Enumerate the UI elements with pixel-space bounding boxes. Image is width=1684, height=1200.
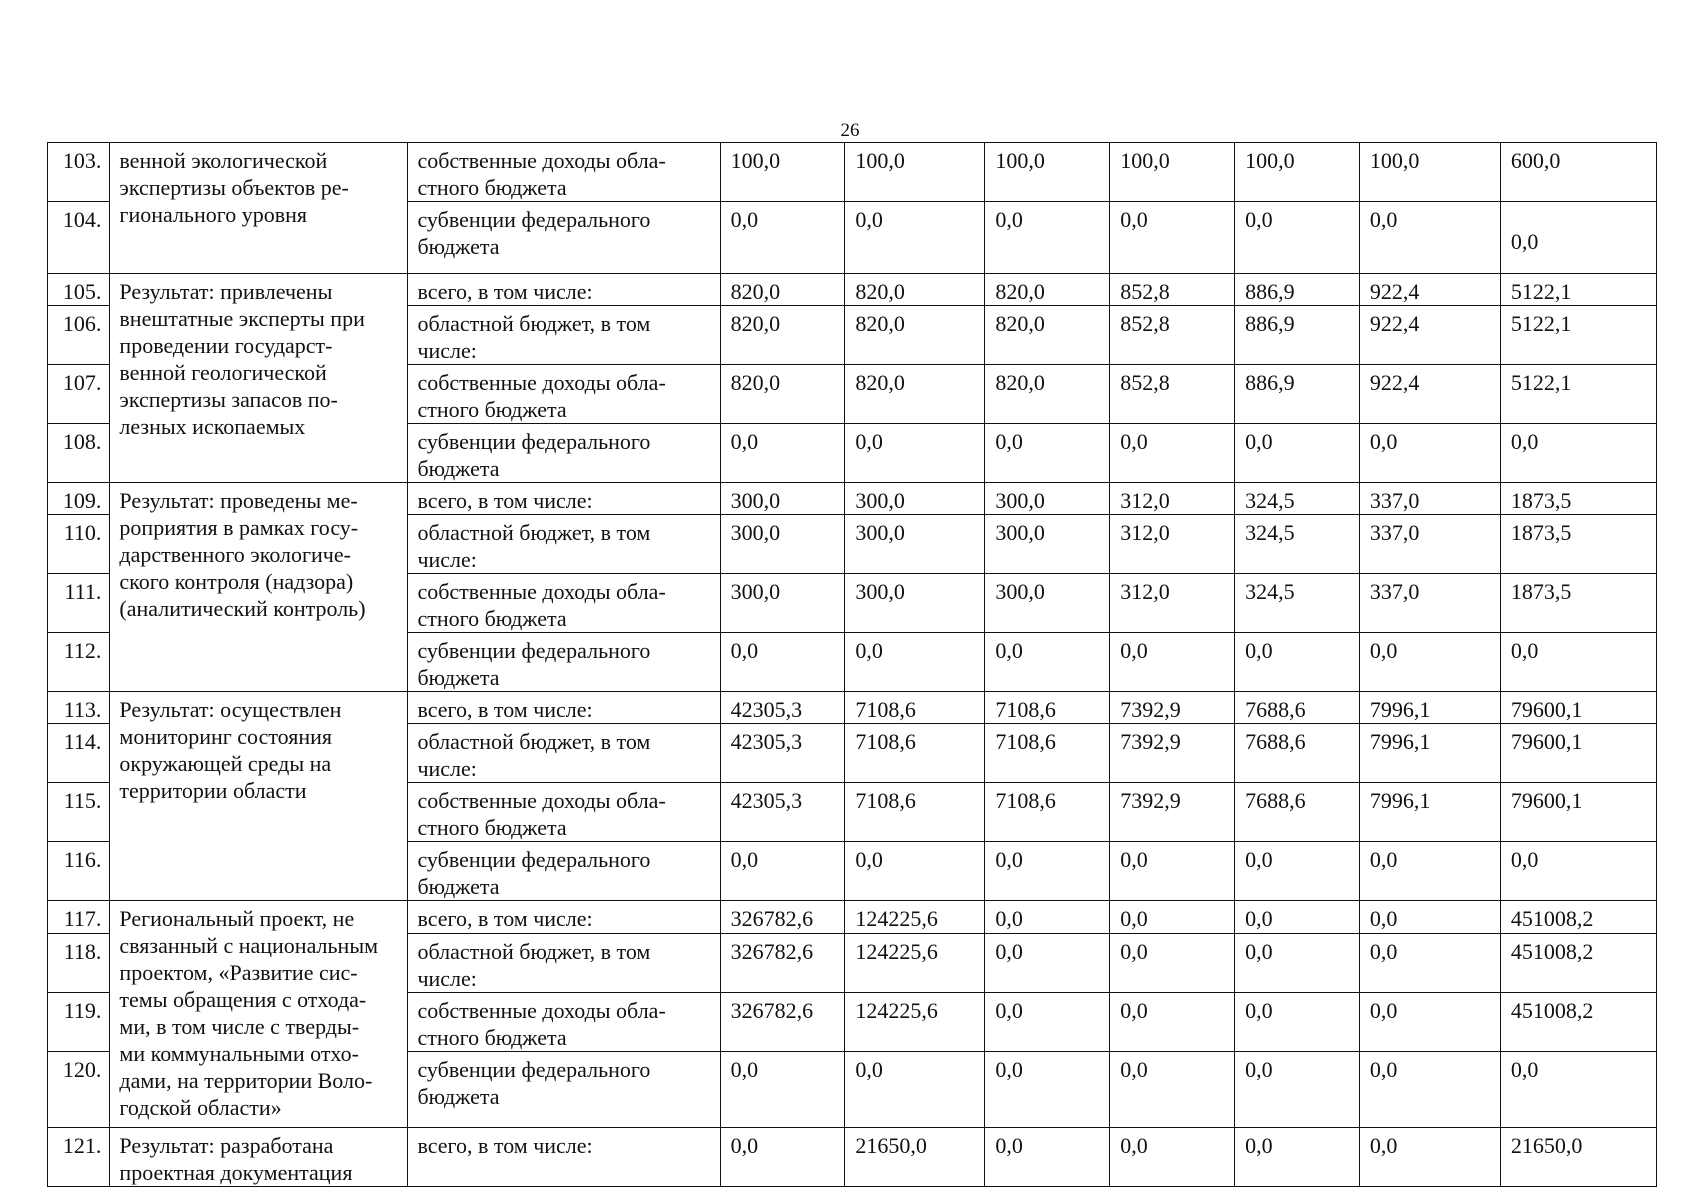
value-cell: 0,0 — [720, 1052, 845, 1128]
group-description: венной экологической экспертизы объектов ре- гионального уровня — [110, 143, 408, 274]
row-number: 119. — [48, 993, 110, 1052]
value-cell: 0,0 — [1110, 424, 1235, 483]
value-cell: 100,0 — [720, 143, 845, 202]
total-cell: 1873,5 — [1500, 574, 1656, 633]
value-cell: 100,0 — [985, 143, 1110, 202]
total-cell: 79600,1 — [1500, 692, 1656, 724]
value-cell: 0,0 — [845, 1052, 985, 1128]
table-body — [48, 143, 1657, 1187]
value-cell: 312,0 — [1110, 483, 1235, 515]
table-row — [48, 901, 1657, 934]
value-cell: 0,0 — [1235, 202, 1360, 274]
value-cell: 0,0 — [845, 633, 985, 692]
value-cell: 300,0 — [720, 483, 845, 515]
value-cell: 820,0 — [720, 365, 845, 424]
table-row — [48, 1128, 1657, 1187]
value-cell: 0,0 — [1359, 202, 1500, 274]
group-description: Результат: осуществлен мониторинг состояния окружающей среды на территории области — [110, 692, 408, 901]
value-cell: 0,0 — [1235, 1052, 1360, 1128]
funding-source: субвенции федерального бюджета — [408, 1052, 720, 1128]
funding-source: всего, в том числе: — [408, 274, 720, 306]
row-number: 113. — [48, 692, 110, 724]
value-cell: 886,9 — [1235, 306, 1360, 365]
value-cell: 0,0 — [720, 842, 845, 901]
budget-table — [47, 142, 1657, 1187]
total-cell: 21650,0 — [1500, 1128, 1656, 1187]
row-number: 115. — [48, 783, 110, 842]
funding-source: собственные доходы обла- стного бюджета — [408, 143, 720, 202]
funding-source: субвенции федерального бюджета — [408, 633, 720, 692]
value-cell: 7108,6 — [985, 692, 1110, 724]
value-cell: 300,0 — [720, 574, 845, 633]
row-number: 107. — [48, 365, 110, 424]
value-cell: 886,9 — [1235, 365, 1360, 424]
total-cell: 451008,2 — [1500, 993, 1656, 1052]
value-cell: 0,0 — [1110, 842, 1235, 901]
value-cell: 42305,3 — [720, 692, 845, 724]
total-cell: 79600,1 — [1500, 724, 1656, 783]
value-cell: 0,0 — [1110, 1052, 1235, 1128]
funding-source: всего, в том числе: — [408, 483, 720, 515]
value-cell: 0,0 — [985, 993, 1110, 1052]
total-cell: 5122,1 — [1500, 306, 1656, 365]
value-cell: 7392,9 — [1110, 692, 1235, 724]
funding-source: всего, в том числе: — [408, 1128, 720, 1187]
row-number: 110. — [48, 515, 110, 574]
value-cell: 852,8 — [1110, 365, 1235, 424]
value-cell: 820,0 — [720, 274, 845, 306]
value-cell: 326782,6 — [720, 901, 845, 934]
value-cell: 100,0 — [1110, 143, 1235, 202]
row-number: 111. — [48, 574, 110, 633]
row-number: 121. — [48, 1128, 110, 1187]
value-cell: 0,0 — [1110, 633, 1235, 692]
value-cell: 0,0 — [1359, 934, 1500, 993]
total-cell: 5122,1 — [1500, 365, 1656, 424]
value-cell: 324,5 — [1235, 574, 1360, 633]
value-cell: 324,5 — [1235, 483, 1360, 515]
funding-source: областной бюджет, в том числе: — [408, 934, 720, 993]
total-cell: 1873,5 — [1500, 483, 1656, 515]
funding-source: собственные доходы обла- стного бюджета — [408, 783, 720, 842]
value-cell: 7996,1 — [1359, 783, 1500, 842]
value-cell: 0,0 — [1359, 1128, 1500, 1187]
value-cell: 300,0 — [985, 515, 1110, 574]
value-cell: 922,4 — [1359, 306, 1500, 365]
value-cell: 820,0 — [845, 274, 985, 306]
total-cell: 0,0 — [1500, 842, 1656, 901]
value-cell: 0,0 — [1235, 901, 1360, 934]
value-cell: 0,0 — [720, 1128, 845, 1187]
row-number: 104. — [48, 202, 110, 274]
group-description: Результат: разработана проектная документация — [110, 1128, 408, 1187]
value-cell: 0,0 — [1235, 934, 1360, 993]
row-number: 103. — [48, 143, 110, 202]
funding-source: областной бюджет, в том числе: — [408, 724, 720, 783]
table-row — [48, 483, 1657, 515]
row-number: 118. — [48, 934, 110, 993]
value-cell: 7688,6 — [1235, 692, 1360, 724]
value-cell: 0,0 — [845, 842, 985, 901]
value-cell: 0,0 — [1359, 633, 1500, 692]
page-number: 26 — [840, 120, 860, 141]
value-cell: 922,4 — [1359, 365, 1500, 424]
funding-source: областной бюджет, в том числе: — [408, 515, 720, 574]
total-cell: 1873,5 — [1500, 515, 1656, 574]
total-cell: 0,0 — [1500, 633, 1656, 692]
row-number: 108. — [48, 424, 110, 483]
funding-source: субвенции федерального бюджета — [408, 842, 720, 901]
value-cell: 7688,6 — [1235, 724, 1360, 783]
value-cell: 337,0 — [1359, 483, 1500, 515]
value-cell: 820,0 — [985, 306, 1110, 365]
value-cell: 7392,9 — [1110, 783, 1235, 842]
value-cell: 0,0 — [1110, 934, 1235, 993]
total-cell: 0,0 — [1500, 202, 1656, 274]
value-cell: 0,0 — [1235, 633, 1360, 692]
value-cell: 7108,6 — [985, 783, 1110, 842]
value-cell: 324,5 — [1235, 515, 1360, 574]
table-row — [48, 692, 1657, 724]
value-cell: 0,0 — [985, 901, 1110, 934]
value-cell: 337,0 — [1359, 515, 1500, 574]
value-cell: 0,0 — [1359, 901, 1500, 934]
value-cell: 0,0 — [720, 202, 845, 274]
value-cell: 0,0 — [1110, 202, 1235, 274]
value-cell: 21650,0 — [845, 1128, 985, 1187]
value-cell: 7108,6 — [985, 724, 1110, 783]
value-cell: 300,0 — [720, 515, 845, 574]
value-cell: 7108,6 — [845, 724, 985, 783]
value-cell: 0,0 — [985, 202, 1110, 274]
total-cell: 79600,1 — [1500, 783, 1656, 842]
funding-source: собственные доходы обла- стного бюджета — [408, 993, 720, 1052]
value-cell: 0,0 — [1359, 842, 1500, 901]
group-description: Результат: проведены ме- роприятия в рамках госу- дарственного экологиче- ского контроля (надзора) (аналитический контроль) — [110, 483, 408, 692]
total-cell: 0,0 — [1500, 1052, 1656, 1128]
funding-source: субвенции федерального бюджета — [408, 202, 720, 274]
row-number: 109. — [48, 483, 110, 515]
value-cell: 300,0 — [985, 574, 1110, 633]
value-cell: 0,0 — [1110, 901, 1235, 934]
value-cell: 0,0 — [1235, 842, 1360, 901]
value-cell: 0,0 — [845, 202, 985, 274]
value-cell: 300,0 — [985, 483, 1110, 515]
row-number: 117. — [48, 901, 110, 934]
value-cell: 0,0 — [985, 934, 1110, 993]
value-cell: 100,0 — [1359, 143, 1500, 202]
value-cell: 7688,6 — [1235, 783, 1360, 842]
value-cell: 7108,6 — [845, 783, 985, 842]
value-cell: 312,0 — [1110, 515, 1235, 574]
value-cell: 300,0 — [845, 483, 985, 515]
value-cell: 124225,6 — [845, 901, 985, 934]
row-number: 106. — [48, 306, 110, 365]
value-cell: 820,0 — [845, 306, 985, 365]
row-number: 120. — [48, 1052, 110, 1128]
value-cell: 0,0 — [985, 1052, 1110, 1128]
value-cell: 7108,6 — [845, 692, 985, 724]
funding-source: собственные доходы обла- стного бюджета — [408, 365, 720, 424]
value-cell: 326782,6 — [720, 993, 845, 1052]
total-cell: 600,0 — [1500, 143, 1656, 202]
funding-source: собственные доходы обла- стного бюджета — [408, 574, 720, 633]
value-cell: 0,0 — [1359, 424, 1500, 483]
value-cell: 0,0 — [720, 633, 845, 692]
row-number: 112. — [48, 633, 110, 692]
funding-source: всего, в том числе: — [408, 901, 720, 934]
value-cell: 312,0 — [1110, 574, 1235, 633]
value-cell: 922,4 — [1359, 274, 1500, 306]
value-cell: 0,0 — [1359, 1052, 1500, 1128]
row-number: 116. — [48, 842, 110, 901]
value-cell: 300,0 — [845, 574, 985, 633]
value-cell: 337,0 — [1359, 574, 1500, 633]
value-cell: 0,0 — [1235, 993, 1360, 1052]
value-cell: 326782,6 — [720, 934, 845, 993]
total-cell: 451008,2 — [1500, 901, 1656, 934]
value-cell: 820,0 — [845, 365, 985, 424]
value-cell: 7996,1 — [1359, 724, 1500, 783]
value-cell: 100,0 — [1235, 143, 1360, 202]
value-cell: 0,0 — [720, 424, 845, 483]
funding-source: областной бюджет, в том числе: — [408, 306, 720, 365]
value-cell: 820,0 — [720, 306, 845, 365]
value-cell: 0,0 — [985, 1128, 1110, 1187]
value-cell: 0,0 — [1235, 424, 1360, 483]
value-cell: 0,0 — [985, 633, 1110, 692]
value-cell: 124225,6 — [845, 993, 985, 1052]
value-cell: 0,0 — [1235, 1128, 1360, 1187]
table-row — [48, 274, 1657, 306]
value-cell: 0,0 — [1110, 1128, 1235, 1187]
value-cell: 0,0 — [1110, 993, 1235, 1052]
value-cell: 7392,9 — [1110, 724, 1235, 783]
value-cell: 7996,1 — [1359, 692, 1500, 724]
total-cell: 451008,2 — [1500, 934, 1656, 993]
funding-source: субвенции федерального бюджета — [408, 424, 720, 483]
value-cell: 0,0 — [985, 842, 1110, 901]
row-number: 105. — [48, 274, 110, 306]
value-cell: 124225,6 — [845, 934, 985, 993]
value-cell: 886,9 — [1235, 274, 1360, 306]
value-cell: 852,8 — [1110, 306, 1235, 365]
value-cell: 100,0 — [845, 143, 985, 202]
total-cell: 0,0 — [1500, 424, 1656, 483]
value-cell: 0,0 — [1359, 993, 1500, 1052]
value-cell: 42305,3 — [720, 783, 845, 842]
value-cell: 0,0 — [985, 424, 1110, 483]
value-cell: 42305,3 — [720, 724, 845, 783]
funding-source: всего, в том числе: — [408, 692, 720, 724]
row-number: 114. — [48, 724, 110, 783]
value-cell: 820,0 — [985, 365, 1110, 424]
group-description: Региональный проект, не связанный с национальным проектом, «Развитие сис- темы обращения с отхода- ми, в том числе с тверды- ми коммунальными отхо- дами, на территории Воло- годской области» — [110, 901, 408, 1128]
table-row — [48, 143, 1657, 202]
value-cell: 820,0 — [985, 274, 1110, 306]
value-cell: 852,8 — [1110, 274, 1235, 306]
value-cell: 0,0 — [845, 424, 985, 483]
group-description: Результат: привлечены внештатные эксперты при проведении государст- венной геологической экспертизы запасов по- лезных ископаемых — [110, 274, 408, 483]
value-cell: 300,0 — [845, 515, 985, 574]
total-cell: 5122,1 — [1500, 274, 1656, 306]
